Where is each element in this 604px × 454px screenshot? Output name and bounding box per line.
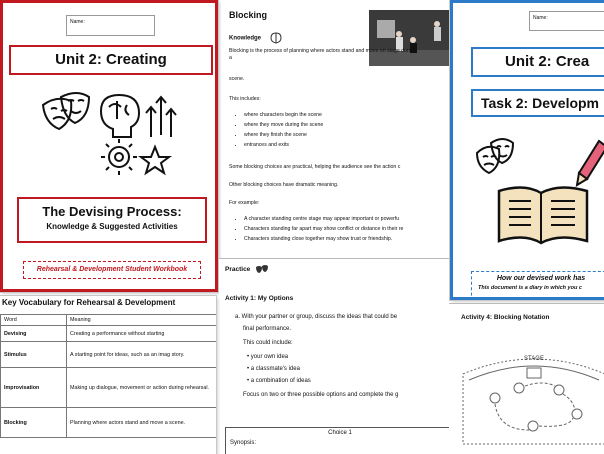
process-subtitle: Knowledge & Suggested Activities: [46, 222, 178, 231]
drama-masks-and-brain-icon: [39, 87, 179, 177]
task-title: Task 2: Developm: [471, 89, 604, 117]
table-row: Devising Creating a performance without starting: [1, 326, 217, 342]
table-row: Stimulus A starting point for ideas, such as an imag story.: [1, 342, 217, 368]
option-item: • a classmate's idea: [247, 366, 300, 372]
unit-title: Unit 2: Crea: [471, 47, 604, 77]
list-item: • where characters begin the scene: [244, 110, 323, 120]
process-title: The Devising Process:: [42, 204, 182, 219]
practice-page: [219, 258, 449, 454]
task-page: [450, 0, 604, 300]
example-list: [239, 214, 403, 244]
list-item: • where they move during the scene: [244, 120, 323, 130]
blocking-list: [239, 110, 323, 150]
stage-diagram: [459, 334, 604, 454]
includes-label: This includes:: [229, 96, 261, 102]
list-item: • Characters standing far apart may show conflict or distance in their re: [244, 224, 403, 234]
column-header-word: Word: [1, 315, 67, 326]
include-label: This could include:: [243, 340, 293, 346]
table-row: Blocking Planning where actors stand and move a scene.: [1, 408, 217, 438]
knowledge-label: Knowledge: [229, 32, 283, 44]
open-book-and-masks-icon: [475, 133, 604, 253]
unit-title: Unit 2: Creating: [9, 45, 213, 75]
question-text: How our devised work has: [496, 275, 586, 282]
notation-page: [449, 303, 604, 454]
option-item: • your own idea: [247, 354, 289, 360]
name-field: [529, 11, 604, 31]
cover-page: [0, 0, 218, 292]
stage-label: STAGE: [524, 356, 544, 362]
question-box: [471, 271, 604, 300]
name-label: Name:: [70, 19, 85, 25]
choice-table: [225, 427, 449, 454]
workbook-label: Rehearsal & Development Student Workbook: [23, 261, 201, 279]
drama-masks-icon: [255, 265, 269, 274]
option-item: • a combination of ideas: [247, 378, 311, 384]
list-item: • where they finish the scene: [244, 130, 323, 140]
table-header: [1, 315, 217, 326]
name-label: Name:: [533, 15, 548, 21]
blocking-title: Blocking: [229, 10, 268, 20]
notation-title: Activity 4: Blocking Notation: [461, 314, 550, 321]
example-label: For example:: [229, 200, 260, 206]
blocking-intro-end: scene.: [229, 76, 245, 82]
vocabulary-table: [0, 314, 216, 438]
choice-label: Choice 1: [328, 430, 352, 436]
table-row: Improvisation Making up dialogue, movement or action during rehearsal.: [1, 368, 217, 408]
list-item: • Characters standing close together may show trust or friendship.: [244, 234, 403, 244]
brain-icon: [269, 32, 283, 44]
vocabulary-title: Key Vocabulary for Rehearsal & Development: [2, 298, 176, 307]
focus-text: Focus on two or three possible options and complete the g: [243, 392, 399, 398]
list-item: • entrances and exits: [244, 140, 323, 150]
blocking-intro: Blocking is the process of planning where actors stand and move on stage during a: [229, 48, 416, 61]
process-title-box: [17, 197, 207, 243]
discussion-point-end: final performance.: [243, 326, 292, 332]
practical-note: Some blocking choices are practical, helping the audience see the action c: [229, 164, 401, 170]
name-field: [66, 15, 155, 36]
discussion-point: a. With your partner or group, discuss the ideas that could be: [235, 314, 398, 320]
list-item: • A character standing centre stage may appear important or powerfu: [244, 214, 403, 224]
dramatic-note: Other blocking choices have dramatic meaning.: [229, 182, 339, 188]
vocabulary-page: [0, 296, 216, 454]
column-header-meaning: Meaning: [67, 315, 217, 326]
blocking-page: [221, 0, 451, 256]
diary-description: This document is a diary in which you c: [478, 285, 582, 291]
synopsis-label: Synopsis:: [230, 440, 257, 446]
practice-heading: Practice: [225, 265, 269, 274]
activity-title: Activity 1: My Options: [225, 295, 294, 302]
